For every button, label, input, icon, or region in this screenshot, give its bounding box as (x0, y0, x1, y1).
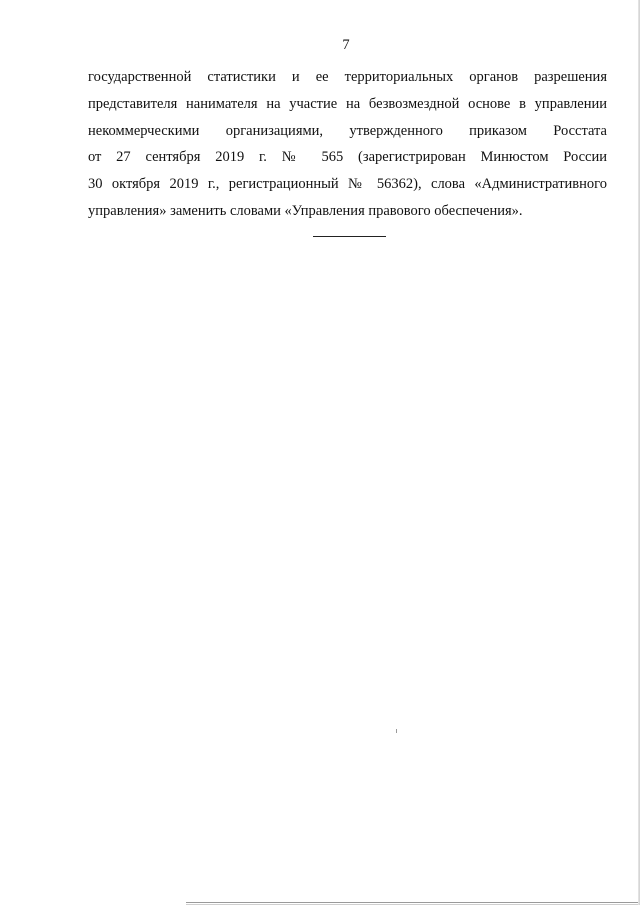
paragraph-line: представителя нанимателя на участие на безвозмездной основе в управлении (88, 95, 607, 112)
paragraph-line: от 27 сентября 2019 г. № 565 (зарегистрирован Минюстом России (88, 149, 607, 166)
paragraph-line: 30 октября 2019 г., регистрационный № 56362), слова «Административного (88, 176, 607, 193)
body-paragraph (88, 64, 607, 225)
end-separator-line (313, 236, 386, 237)
page-number: 7 (342, 37, 350, 53)
scan-speck (396, 729, 397, 733)
scan-edge-bottom (186, 902, 638, 903)
paragraph-line: некоммерческими организациями, утвержденного приказом Росстата (88, 122, 607, 139)
paragraph-line: управления» заменить словами «Управления правового обеспечения». (88, 202, 523, 219)
paragraph-line: государственной статистики и ее территориальных органов разрешения (88, 69, 607, 85)
